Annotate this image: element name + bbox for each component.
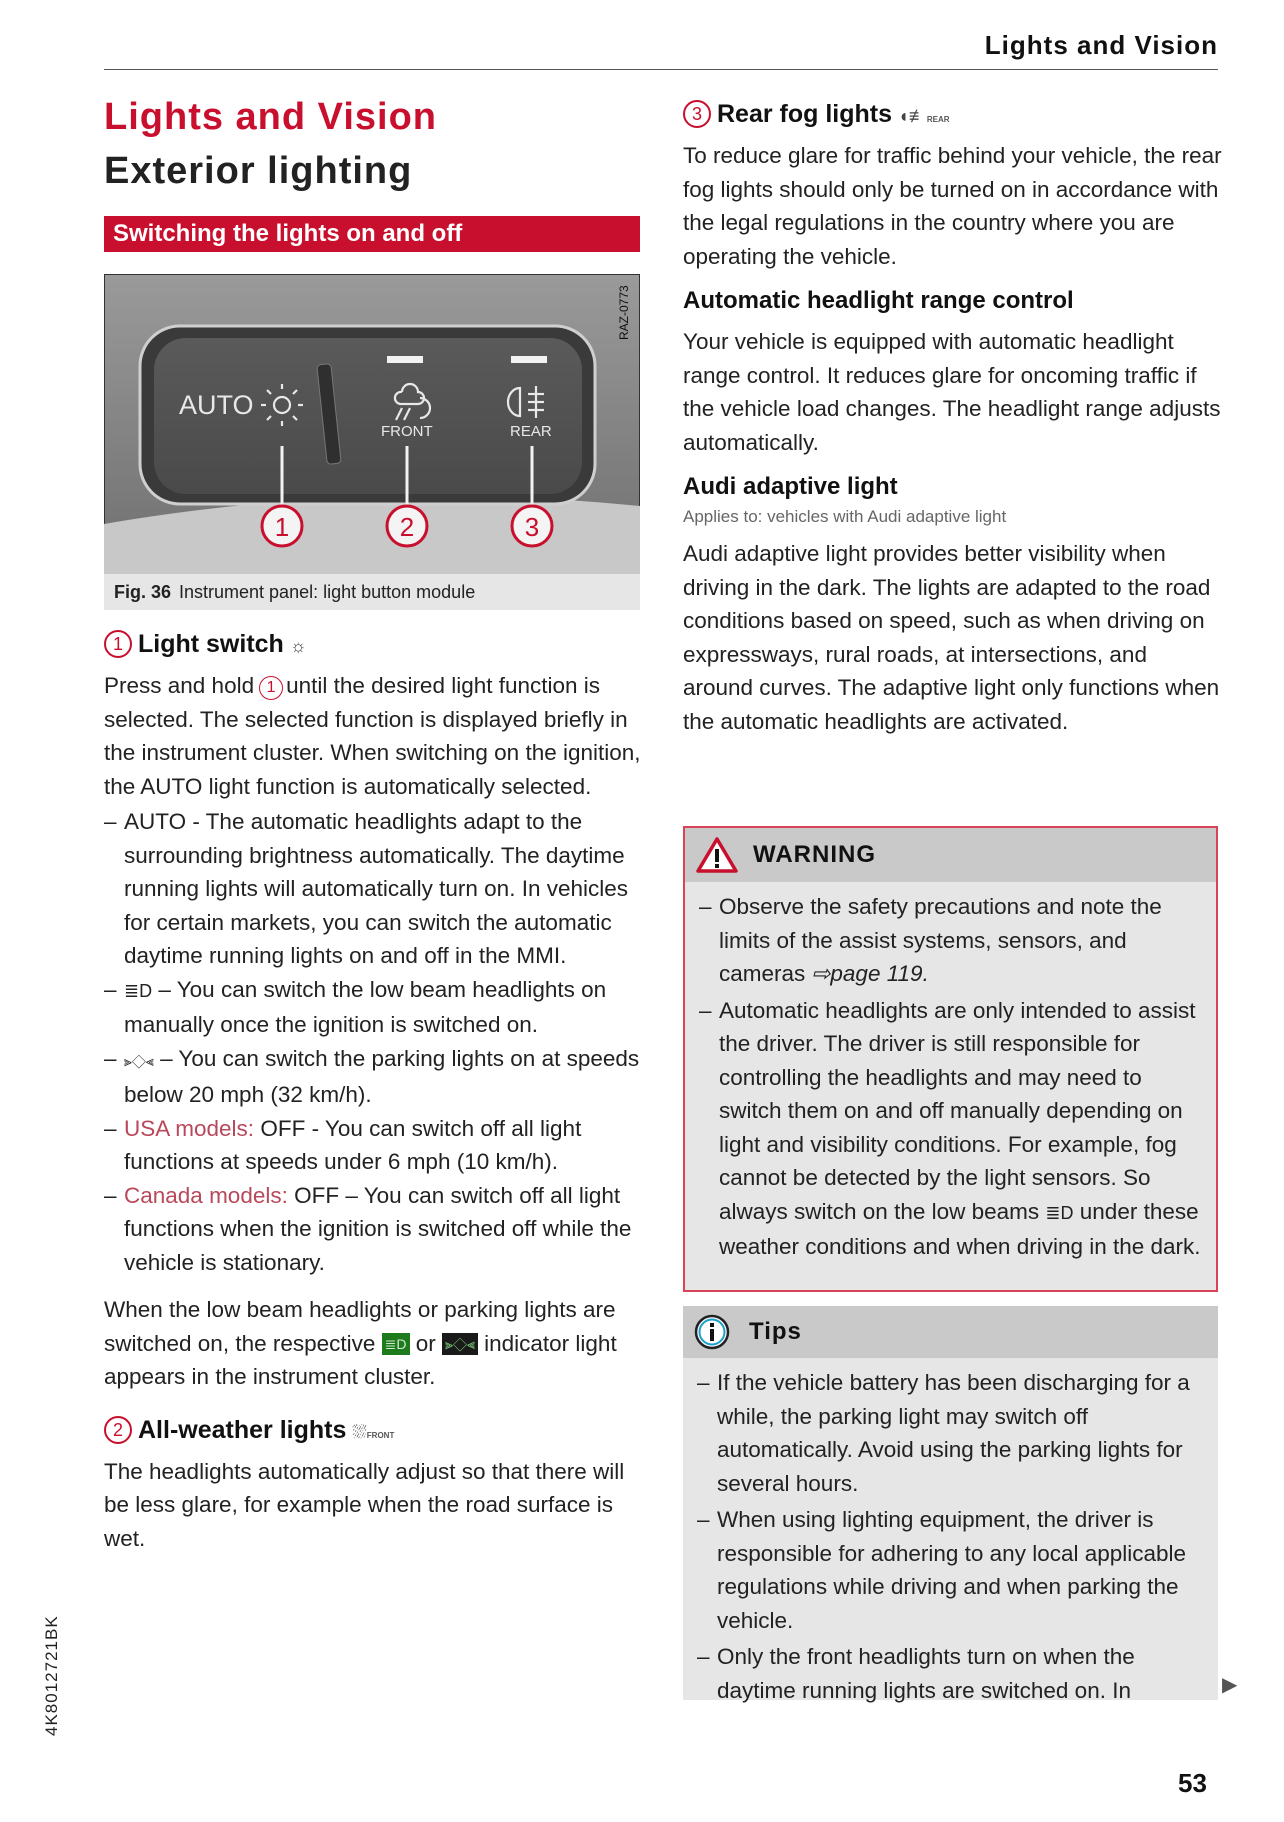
auto-range-paragraph: Your vehicle is equipped with automatic headlight range control. It reduces glare for oncoming traffic if the vehicle load changes. The headlight range adjusts automatically. [683, 329, 1221, 455]
tips-box [683, 1306, 1218, 1703]
warning-box [683, 826, 1218, 1292]
list-item: – Only the front headlights turn on when the daytime running lights are switched on. In [697, 1640, 1204, 1707]
low-beam-icon: ≣D [1045, 1202, 1074, 1223]
callout-1 [262, 506, 302, 546]
right-column [683, 100, 1223, 738]
list-item: – USA models: OFF - You can switch off all light functions at speeds under 6 mph (10 km/h). [104, 1112, 642, 1179]
list-item: – If the vehicle battery has been discharging for a while, the parking light may switch off automatically. Avoid using the parking lights for several hours. [697, 1366, 1204, 1500]
rear-indicator-led [511, 356, 547, 363]
list-item: – Canada models: OFF – You can switch off all light functions when the ignition is switched off while the vehicle is stationary. [104, 1179, 642, 1280]
all-weather-heading: 2 All-weather lights ⛆FRONT [104, 1416, 642, 1445]
warning-list [685, 882, 1216, 1264]
tips-header [683, 1306, 1218, 1358]
light-switch-paragraph: Press and hold 1 until the desired light function is selected. The selected function is displayed briefly in the instrument cluster. When switching on the ignition, the AUTO light function is automatically selected. [104, 673, 641, 799]
section-title: Exterior lighting [104, 150, 413, 192]
light-switch-section [104, 630, 642, 1555]
continue-arrow-icon: ▶ [1222, 1674, 1238, 1696]
svg-text:2: 2 [399, 512, 415, 542]
front-indicator-led [387, 356, 423, 363]
page-reference: ⇨page 119. [811, 961, 929, 986]
subsection-bar: Switching the lights on and off [104, 216, 640, 252]
number-circle: 2 [104, 1416, 132, 1444]
list-item: – ⫸◇⫷ – You can switch the parking lights on at speeds below 20 mph (32 km/h). [104, 1042, 642, 1112]
indicator-paragraph: When the low beam headlights or parking lights are switched on, the respective ≣D or ⫸◇⫷ indicator light appears in the instrument cluster. [104, 1297, 617, 1389]
auto-label: AUTO [179, 390, 254, 420]
auto-range-heading: Automatic headlight range control [683, 287, 1074, 314]
callout-3 [512, 506, 552, 546]
light-switch-heading: 1 Light switch ☼ [104, 630, 642, 659]
figure-caption [114, 582, 475, 603]
number-circle: 1 [259, 676, 283, 700]
figure-number: Fig. 36 [114, 582, 172, 602]
low-beam-indicator-icon: ≣D [382, 1333, 410, 1355]
rear-fog-heading: 3 Rear fog lights ◖≢REAR [683, 100, 1223, 129]
chapter-title: Lights and Vision [104, 96, 437, 138]
rear-label: REAR [510, 423, 552, 440]
all-weather-paragraph: The headlights automatically adjust so that there will be less glare, for example when the road surface is wet. [104, 1458, 625, 1551]
svg-text:3: 3 [524, 512, 540, 542]
number-circle: 3 [683, 100, 711, 128]
list-item: – Automatic headlights are only intended to assist the driver. The driver is still responsible for controlling the headlights and may need to switch them on and off manually depending on light and visibility conditions. For example, fog cannot be detected by the light sensors. So always switch on the low beams ≣D under these weather conditions and when driving in the dark. [699, 994, 1202, 1264]
low-beam-icon: ≣D [124, 980, 153, 1001]
list-item: – AUTO - The automatic headlights adapt to the surrounding brightness automatically. The daytime running lights will automatically turn on. In vehicles for certain markets, you can switch the automatic daytime running lights on and off in the MMI. [104, 805, 642, 973]
adaptive-applies: Applies to: vehicles with Audi adaptive light [683, 507, 1007, 526]
warning-triangle-icon [695, 836, 739, 874]
figure-code: RAZ-0773 [617, 285, 631, 340]
adaptive-heading: Audi adaptive light [683, 473, 898, 500]
svg-text:1: 1 [274, 512, 290, 542]
figure-light-module [104, 274, 640, 610]
parking-light-icon: ⫸◇⫷ [124, 1052, 154, 1069]
page-number: 53 [1178, 1768, 1207, 1798]
tips-title: Tips [749, 1318, 802, 1345]
sun-icon: ☼ [289, 636, 307, 656]
rear-fog-light-icon: ◖≢ [898, 106, 927, 126]
warning-header [685, 828, 1216, 882]
number-circle: 1 [104, 630, 132, 658]
front-label: FRONT [381, 423, 433, 440]
parking-light-indicator-icon: ⫸◇⫷ [442, 1333, 478, 1355]
list-item: – When using lighting equipment, the driver is responsible for adhering to any local applicable regulations while driving and when parking the vehicle. [697, 1503, 1204, 1637]
warning-title: WARNING [753, 841, 876, 868]
running-header: Lights and Vision [104, 30, 1218, 70]
tips-list [683, 1358, 1218, 1707]
list-item: – ≣D – You can switch the low beam headlights on manually once the ignition is switched on. [104, 973, 642, 1042]
document-code: 4K8012721BK [42, 1615, 61, 1736]
all-weather-light-icon: ⛆ [352, 1421, 367, 1442]
figure-caption-text: Instrument panel: light button module [179, 582, 476, 602]
rear-fog-paragraph: To reduce glare for traffic behind your vehicle, the rear fog lights should only be turned on in accordance with the legal regulations in the country where you are operating the vehicle. [683, 143, 1222, 269]
info-icon [693, 1313, 731, 1351]
light-module-illustration [104, 274, 640, 574]
light-switch-list [104, 805, 642, 1279]
list-item: – Observe the safety precautions and note the limits of the assist systems, sensors, and cameras ⇨page 119. [699, 890, 1202, 991]
callout-2 [387, 506, 427, 546]
adaptive-paragraph: Audi adaptive light provides better visibility when driving in the dark. The lights are adapted to the road conditions based on speed, such as when driving on expressways, rural roads, at intersections, and around curves. The adaptive light only functions when the automatic headlights are activated. [683, 541, 1220, 734]
